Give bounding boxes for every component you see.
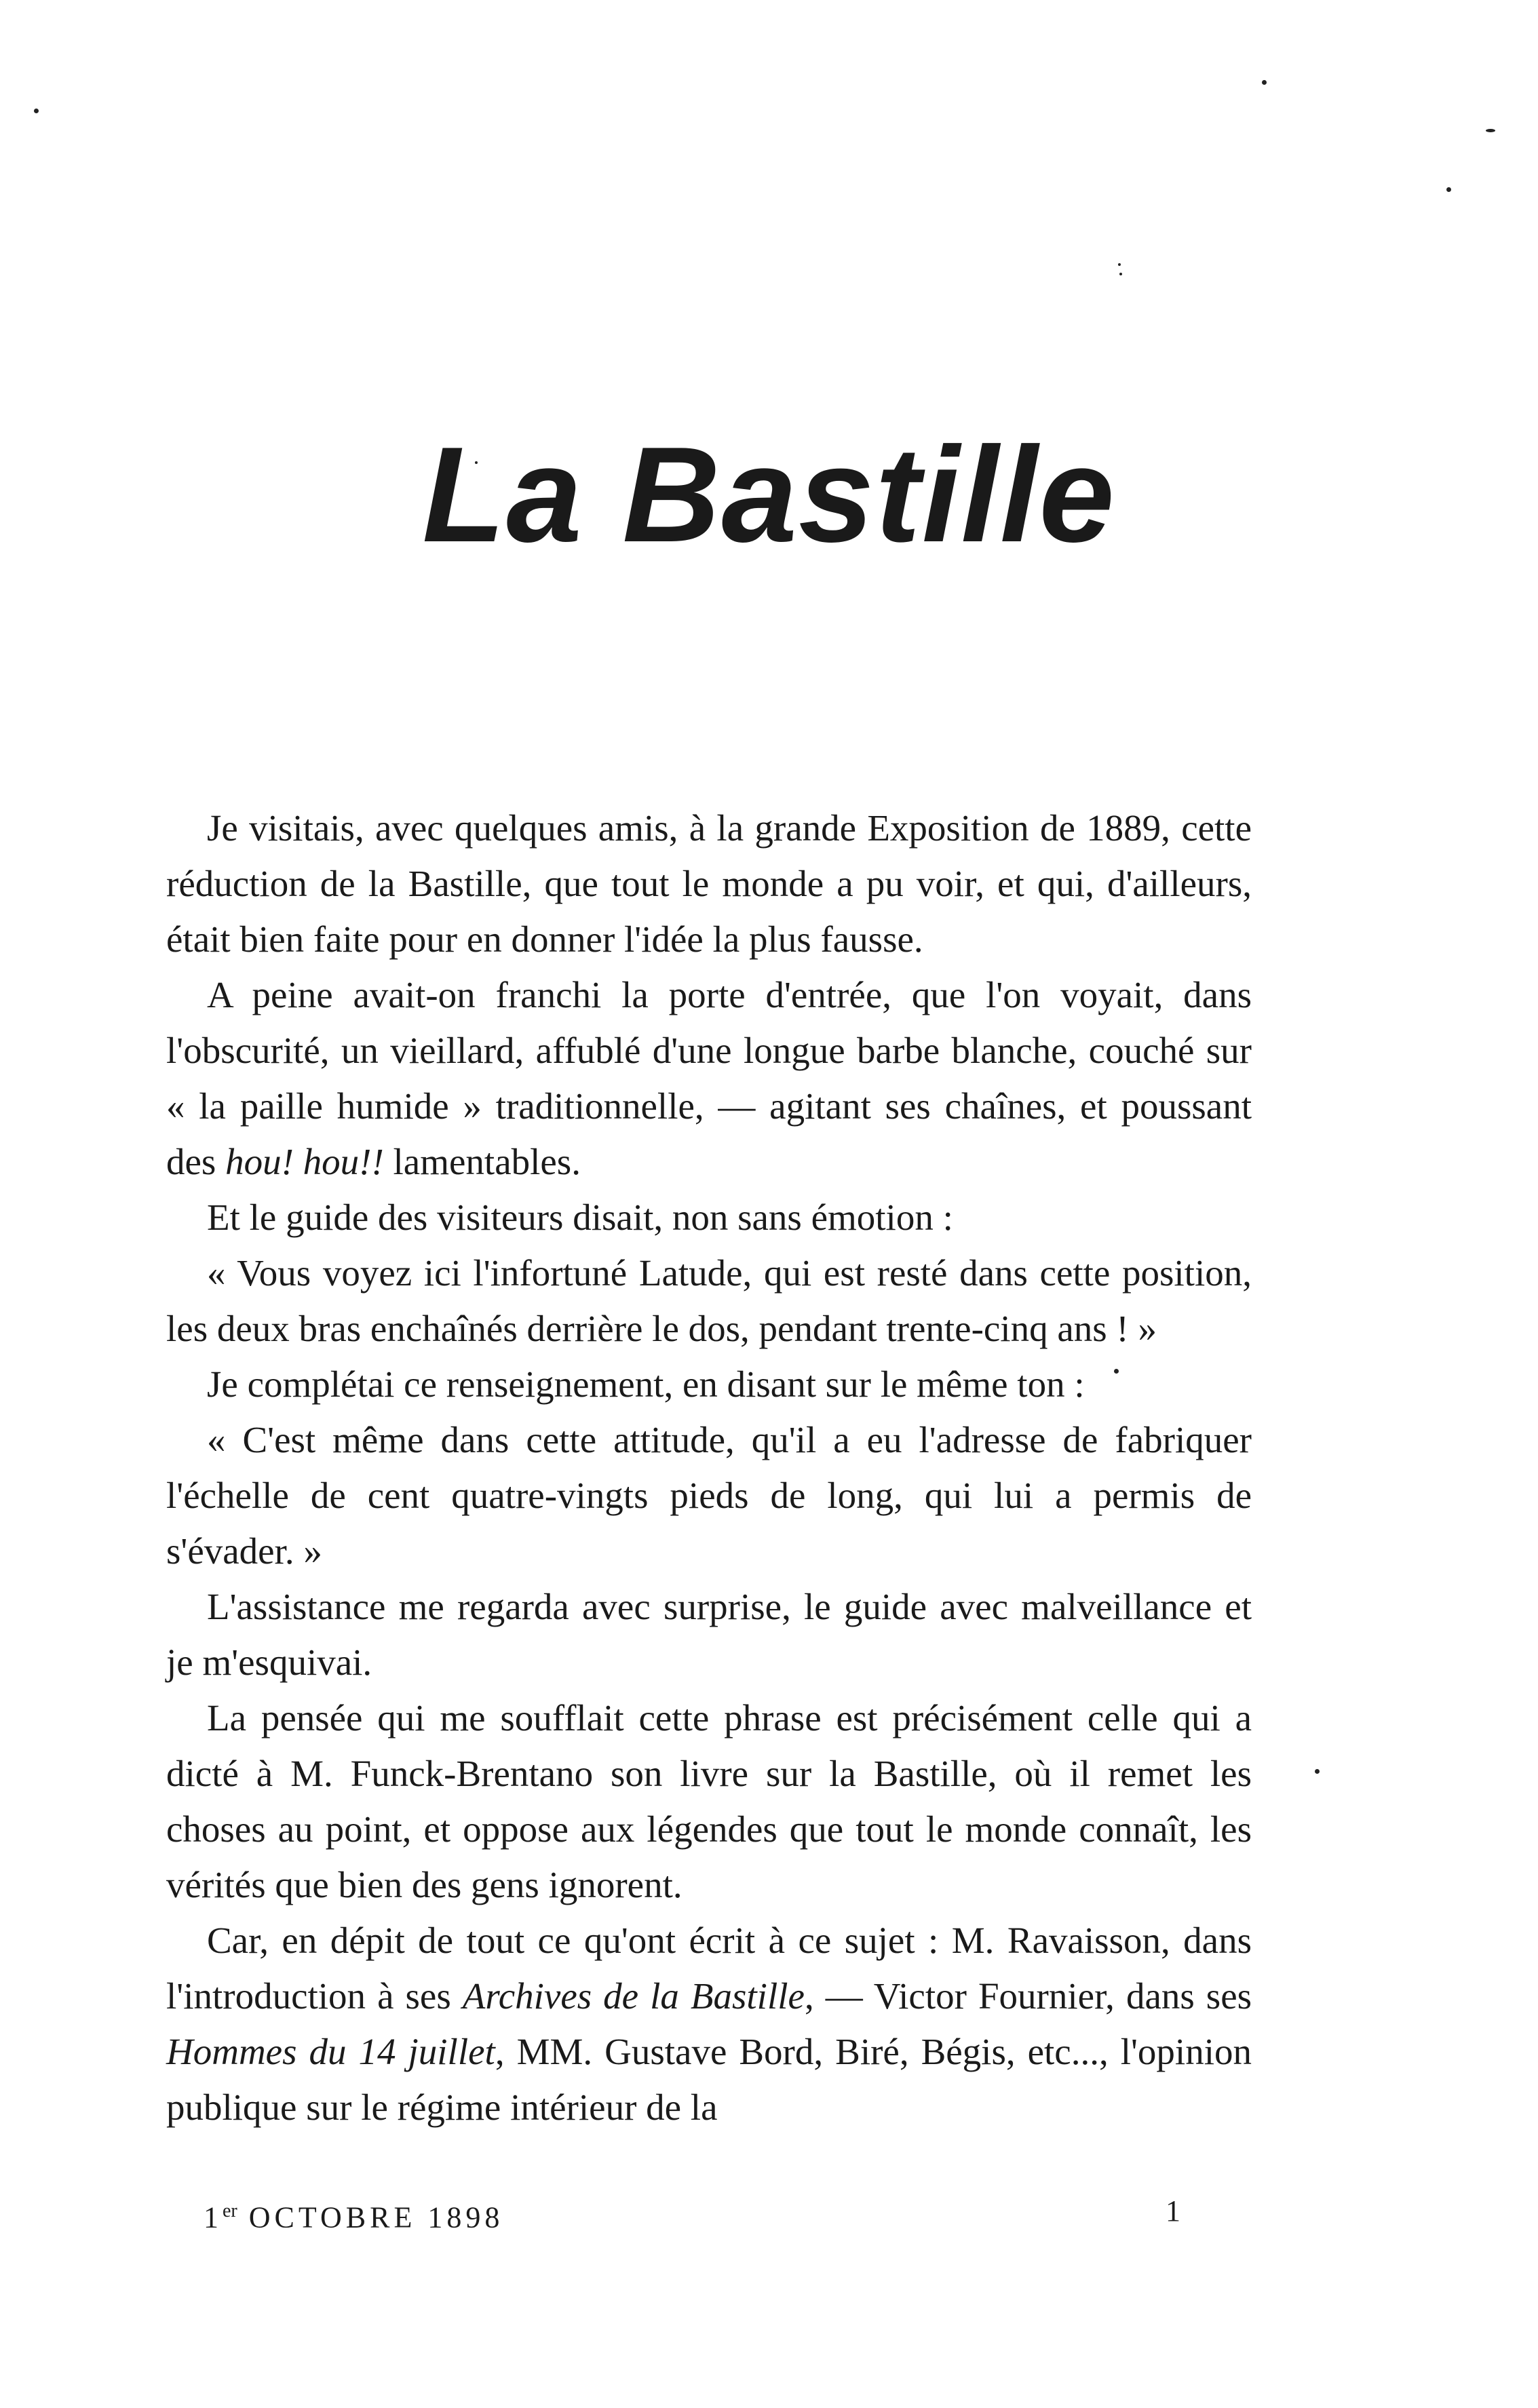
text-run: « Vous voyez ici l'infortuné Latude, qui est resté dans cette position, les deux bras enchaînés derrière le dos, pendant trente-cinq ans ! » [166,1252,1252,1349]
italic-text: Archives de la Bastille [462,1975,805,2017]
text-run: « C'est même dans cette attitude, qu'il a eu l'adresse de fabriquer l'échelle de cent quatre-vingts pieds de long, qui lui a permis de s'évader. » [166,1419,1252,1572]
page-title: La Bastille [422,419,1116,570]
paragraph [166,1245,1252,1357]
signature-mark: 1 [1166,2194,1180,2228]
scan-speck [1486,129,1495,132]
paragraph [166,1412,1252,1579]
italic-text: hou! hou!! [225,1141,384,1182]
paragraph [166,967,1252,1190]
date-text: OCTOBRE 1898 [237,2200,504,2234]
issue-date [204,2191,503,2238]
text-run: L'assistance me regarda avec surprise, le guide avec malveillance et je m'esquivai. [166,1586,1252,1683]
paragraph [166,1690,1252,1913]
text-run: , — Victor Fournier, dans ses [804,1975,1252,2017]
text-run: A peine avait-on franchi la porte d'entrée, que l'on voyait, dans l'obscurité, un vieillard, affublé d'une longue barbe blanche, couché sur « la paille humide » traditionnelle, — agitant ses chaînes, et poussant des [166,974,1252,1182]
text-run: Je complétai ce renseignement, en disant sur le même ton : [207,1363,1085,1405]
paragraph [166,1579,1252,1690]
body-text [166,800,1252,2135]
scan-speck [1315,1769,1320,1774]
text-run: , MM. Gustave Bord, Biré, Bégis, etc..., l'opinion publique sur le régime intérieur de la [166,2031,1252,2128]
text-run: lamentables. [383,1141,581,1182]
date-ordinal: er [223,2200,237,2221]
date-number: 1 [204,2200,223,2234]
scan-speck [1446,187,1451,192]
text-run: Car, en dépit de tout ce qu'ont écrit à ce sujet : M. Ravaisson, dans l'introduction à ses [166,1920,1252,2017]
text-run: La pensée qui me soufflait cette phrase est précisément celle qui a dicté à M. Funck-Brentano son livre sur la Bastille, où il remet les choses au point, et oppose aux légendes que tout le monde connaît, les vérités que bien des gens ignorent. [166,1697,1252,1905]
paragraph [166,1357,1252,1412]
scan-speck [34,109,39,113]
paragraph [166,800,1252,967]
italic-text: Hommes du 14 juillet [166,2031,495,2072]
text-run: Et le guide des visiteurs disait, non sans émotion : [207,1197,953,1238]
paragraph [166,1190,1252,1245]
text-run: Je visitais, avec quelques amis, à la grande Exposition de 1889, cette réduction de la Bastille, que tout le monde a pu voir, et qui, d'ailleurs, était bien faite pour en donner l'idée la plus fausse. [166,807,1252,960]
scan-speck [1118,263,1121,266]
scan-speck [1262,80,1267,85]
scan-speck [1119,273,1122,275]
paragraph [166,1913,1252,2135]
